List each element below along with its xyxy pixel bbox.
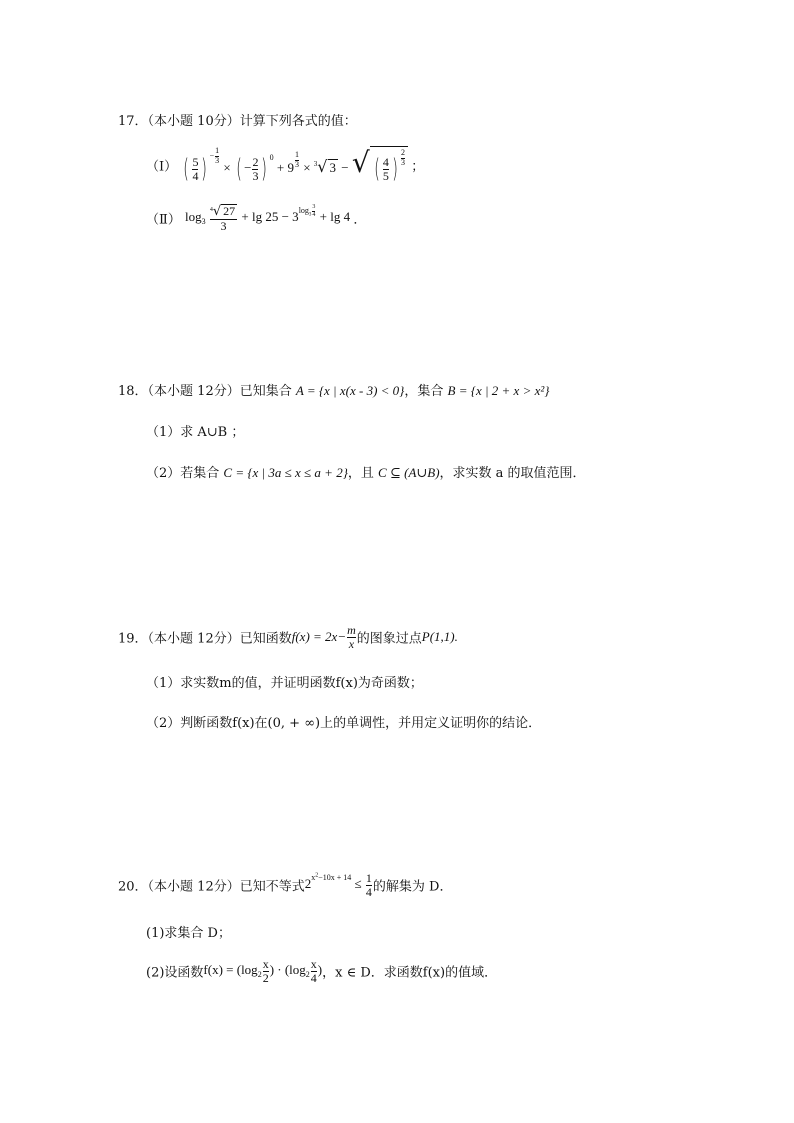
q20-part2-tail: ，x ∈ D．求函数f(x)的值域．	[322, 965, 498, 981]
q17-part1	[146, 146, 424, 184]
q18-condition: C ⊆ (A∪B)	[378, 465, 440, 480]
q19-header	[118, 624, 458, 650]
q18-part2-connector: ，且	[347, 466, 379, 481]
q18-heading: （本小题 12分）已知集合	[147, 384, 296, 399]
q17-part2-end: ．	[353, 212, 367, 228]
q17-part2-label: （Ⅱ）	[146, 212, 181, 228]
q17-header	[118, 110, 357, 129]
q17-part2	[146, 204, 366, 232]
q17-part1-label: （Ⅰ）	[146, 159, 178, 175]
q20-function: $f(x) = (\log_2$ $\frac{x}{2}$ ) · ($\log_2$ $\frac{x}{4}$ )	[203, 957, 323, 985]
q20-heading-tail: 的解集为 D．	[372, 879, 453, 895]
q19-frac-denominator: x	[348, 636, 355, 651]
q19-number: 19．	[118, 631, 148, 647]
q18-set-a: A = {x | x(x - 3) < 0}	[295, 383, 405, 398]
q18-number: 18．	[118, 384, 148, 399]
q17-part2-formula: $\log_3$ $\frac{^4√ 27}{3}$ + $\lg 25 - 3^{log_3 \frac{3}{4}}$ + lg 4	[184, 204, 354, 233]
q19-function: f(x) = 2x−	[291, 629, 347, 645]
q20-part2-intro: (2)设函数	[146, 965, 204, 981]
q17-number: 17．	[118, 114, 148, 129]
q19-heading-2: 的图象过点	[356, 631, 422, 647]
q18-set-c: C = {x | 3a ≤ x ≤ a + 2}	[223, 465, 348, 480]
q18-part1: （1）求 A∪B ；	[146, 425, 245, 440]
q19-part2: （2）判断函数f(x)在(0, + ∞)上的单调性，并用定义证明你的结论．	[146, 716, 542, 731]
q20-part1: (1)求集合 D；	[146, 926, 231, 941]
q17-part1-formula: ( $\frac{5}{4}$ ) $^{- \frac{1}{3}}$ × ( − $\frac{2}{3}$ ) $^0$ + 9 $^{\frac{1}{3}}$ × $^3$√ 3 − √ ( $\frac{4}{5}$ ) $^{\frac{2}{3}}$	[181, 160, 411, 175]
q20-inequality: $2^{x^2-10x + 14}$ ≤ $\frac{1}{4}$	[304, 871, 372, 899]
q17-part1-end: ；	[411, 159, 425, 175]
q19-frac-numerator: m	[347, 623, 356, 637]
q18-part2-tail: ，求实数 a 的取值范围．	[439, 466, 586, 481]
q18-header	[118, 380, 549, 399]
q18-part2-intro: （2）若集合	[146, 466, 224, 481]
q18-connector: ，集合	[404, 384, 448, 399]
q19-heading: （本小题 12分）已知函数	[147, 631, 292, 647]
q18-set-b: B = {x | 2 + x > x²}	[447, 383, 550, 398]
q20-number: 20．	[118, 879, 148, 895]
q20-part2	[146, 958, 497, 984]
q20-heading: （本小题 12分）已知不等式	[147, 879, 305, 895]
q18-part2	[146, 462, 586, 481]
q19-part1: （1）求实数m的值，并证明函数f(x)为奇函数；	[146, 676, 423, 691]
q17-heading: （本小题 10分）计算下列各式的值：	[147, 114, 357, 129]
q20-header	[118, 872, 452, 898]
q19-fraction	[347, 624, 356, 650]
q19-point: P(1,1).	[421, 629, 458, 645]
